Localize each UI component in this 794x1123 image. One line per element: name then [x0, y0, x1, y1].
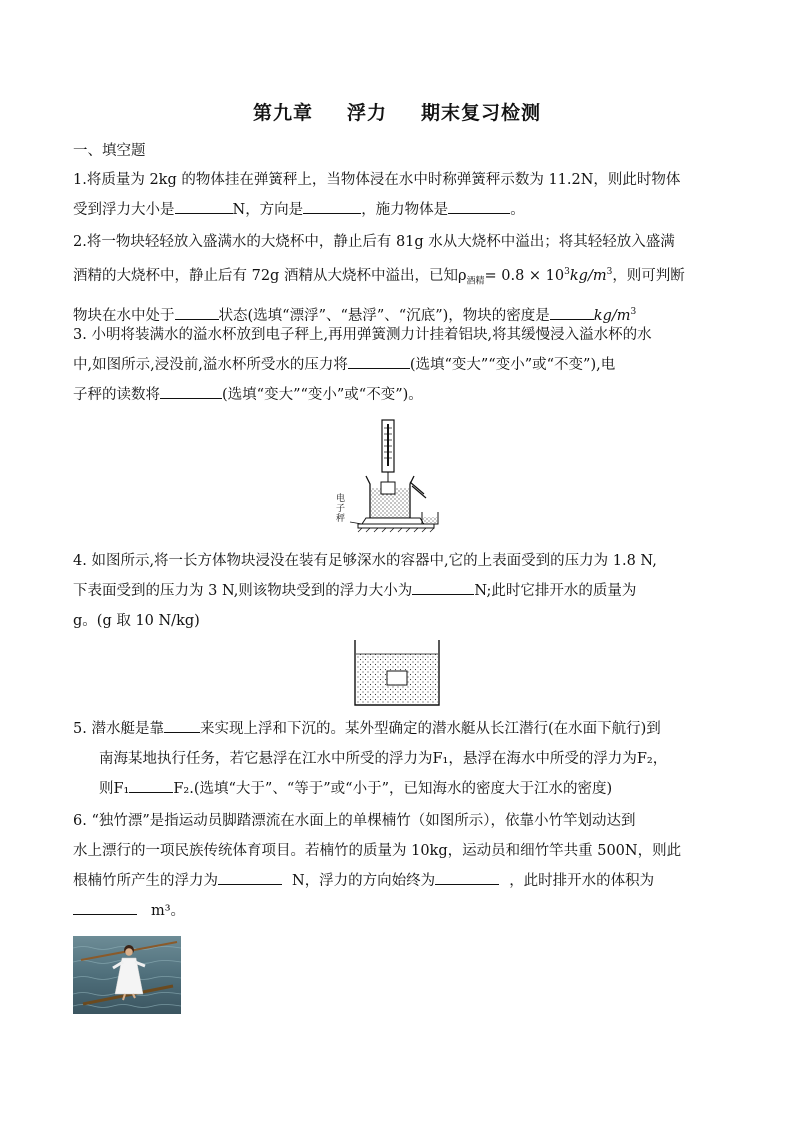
q4-line-3: g。(g 取 10 N/kg): [73, 613, 200, 629]
answer-blank[interactable]: [550, 304, 594, 320]
question-1: [73, 165, 723, 225]
q6-line-2: 水上漂行的一项民族传统体育项目。若楠竹的质量为 10kg，运动员和细竹竿共重 500N，则此: [73, 843, 682, 859]
q1-line-2: 受到浮力大小是 N，方向是 ，施力物体是 。: [73, 195, 723, 225]
q5-line-3: 则F₁ F₂.(选填“大于”、“等于”或“小于”，已知海水的密度大于江水的密度): [73, 774, 723, 804]
title-topic: 浮力: [346, 102, 387, 124]
scale-label: 电子秤: [336, 494, 346, 524]
q2-line-2: 酒精的大烧杯中，静止后有 72g 酒精从大烧杯中溢出，已知$\rho_{酒精}= 0.8 \times 10^3kg/m^3$，则可判断: [73, 267, 685, 287]
q5-line-1: 5. 潜水艇是靠 来实现上浮和下沉的。某外型确定的潜水艇从长江潜行(在水面下航行)到: [73, 714, 723, 744]
answer-blank[interactable]: [129, 777, 173, 793]
question-2: [73, 227, 723, 331]
question-5: [73, 714, 723, 804]
question-3: [73, 320, 723, 410]
answer-blank[interactable]: [303, 198, 361, 214]
answer-blank[interactable]: [160, 383, 222, 399]
submerged-block-figure: [354, 638, 440, 706]
page-title: [0, 98, 794, 125]
answer-blank[interactable]: [412, 579, 474, 595]
answer-blank[interactable]: [435, 869, 499, 885]
q3-line-1: 3. 小明将装满水的溢水杯放到电子秤上,再用弹簧测力计挂着铝块,将其缓慢浸入溢水杯的水: [73, 327, 652, 343]
q2-line-3: 物块在水中处于 状态(选填“漂浮”、“悬浮”、“沉底”)，物块的密度是 $kg/m^3$: [73, 297, 723, 331]
q6-line-4: m³。: [73, 896, 723, 926]
answer-blank[interactable]: [175, 198, 233, 214]
answer-blank[interactable]: [73, 899, 137, 915]
answer-blank[interactable]: [164, 717, 200, 733]
q3-line-3: 子秤的读数将 (选填“变大”“变小”或“不变”)。: [73, 380, 723, 410]
q6-line-1: 6. “独竹漂”是指运动员脚踏漂流在水面上的单棵楠竹（如图所示），依靠小竹竿划动达到: [73, 813, 636, 829]
title-subtitle: 期末复习检测: [421, 102, 542, 124]
question-4: [73, 546, 723, 636]
q2-line-1: 2.将一物块轻轻放入盛满水的大烧杯中，静止后有 81g 水从大烧杯中溢出；将其轻轻放入盛满: [73, 234, 675, 250]
answer-blank[interactable]: [175, 304, 219, 320]
bamboo-rafting-photo: [73, 936, 181, 1014]
answer-blank[interactable]: [348, 353, 410, 369]
title-chapter: 第九章: [252, 102, 313, 124]
section-heading: 一、填空题: [73, 143, 146, 159]
q6-line-3: 根楠竹所产生的浮力为 N，浮力的方向始终为 ，此时排开水的体积为: [73, 866, 723, 896]
q5-line-2: 南海某地执行任务，若它悬浮在江水中所受的浮力为F₁，悬浮在海水中所受的浮力为F₂，: [99, 751, 668, 767]
overflow-cup-figure: [338, 418, 448, 536]
q3-line-2: 中,如图所示,浸没前,溢水杯所受水的压力将 (选填“变大”“变小”或“不变”),电: [73, 350, 723, 380]
question-6: [73, 806, 723, 926]
q1-line-1: 1.将质量为 2kg 的物体挂在弹簧秤上，当物体浸在水中时称弹簧秤示数为 11.2N，则此时物体: [73, 172, 681, 188]
answer-blank[interactable]: [448, 198, 510, 214]
answer-blank[interactable]: [218, 869, 282, 885]
q4-line-1: 4. 如图所示,将一长方体物块浸没在装有足够深水的容器中,它的上表面受到的压力为 1.8 N,: [73, 553, 657, 569]
q4-line-2: 下表面受到的压力为 3 N,则该物块受到的浮力大小为 N;此时它排开水的质量为: [73, 576, 723, 606]
